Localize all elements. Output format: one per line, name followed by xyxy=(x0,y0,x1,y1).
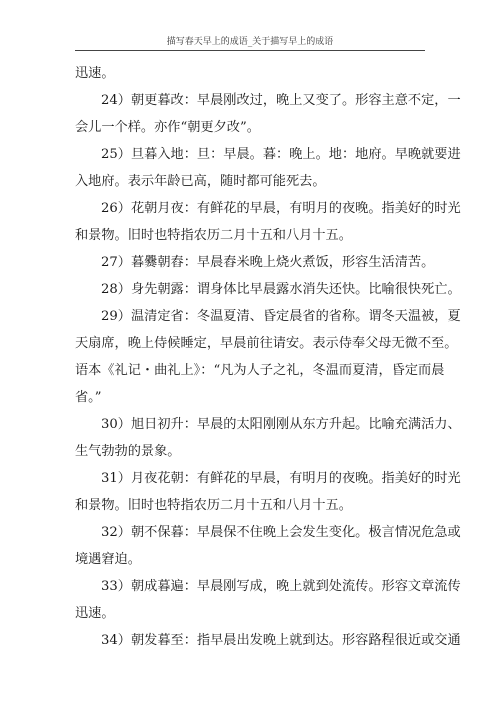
text-line: 和景物。旧时也特指农历二月十五和八月十五。 xyxy=(75,228,352,243)
text-line: 省。” xyxy=(75,390,102,405)
text-line: 境遇窘迫。 xyxy=(75,552,141,567)
document-body xyxy=(75,60,461,654)
text-line: 和景物。旧时也特指农历二月十五和八月十五。 xyxy=(75,498,352,513)
text-line: 会儿一个样。亦作“朝更夕改”。 xyxy=(75,120,260,135)
page-header: 描写春天早上的成语_关于描写早上的成语 xyxy=(166,37,334,47)
text-line: 25）旦暮入地：旦：早晨。暮：晚上。地：地府。早晚就要进 xyxy=(101,147,461,162)
text-line: 26）花朝月夜：有鲜花的早晨，有明月的夜晚。指美好的时光 xyxy=(101,201,461,216)
text-line: 语本《礼记・曲礼上》：“凡为人子之礼，冬温而夏清，昏定而晨 xyxy=(75,363,445,378)
text-line: 28）身先朝露：谓身体比早晨露水消失还快。比喻很快死亡。 xyxy=(101,282,461,297)
text-line: 30）旭日初升：早晨的太阳刚刚从东方升起。比喻充满活力、 xyxy=(101,417,461,432)
text-line: 迅速。 xyxy=(75,66,115,81)
text-line: 29）温清定省：冬温夏清、昏定晨省的省称。谓冬天温被，夏 xyxy=(101,309,461,324)
text-line: 31）月夜花朝：有鲜花的早晨，有明月的夜晚。指美好的时光 xyxy=(101,471,461,486)
text-line: 27）暮爨朝舂：早晨舂米晚上烧火煮饭，形容生活清苦。 xyxy=(101,255,435,270)
text-line: 33）朝成暮遍：早晨刚写成，晚上就到处流传。形容文章流传 xyxy=(101,579,461,594)
text-line: 34）朝发暮至：指早晨出发晚上就到达。形容路程很近或交通 xyxy=(101,633,461,648)
text-line: 24）朝更暮改：早晨刚改过，晚上又变了。形容主意不定，一 xyxy=(101,93,461,108)
text-line: 天扇席，晚上侍候睡定，早晨前往请安。表示侍奉父母无微不至。 xyxy=(75,336,458,351)
text-line: 入地府。表示年龄已高，随时都可能死去。 xyxy=(75,174,326,189)
text-line: 32）朝不保暮：早晨保不住晚上会发生变化。极言情况危急或 xyxy=(101,525,461,540)
text-line: 迅速。 xyxy=(75,606,115,621)
header-divider xyxy=(75,50,425,51)
text-line: 生气勃勃的景象。 xyxy=(75,444,181,459)
